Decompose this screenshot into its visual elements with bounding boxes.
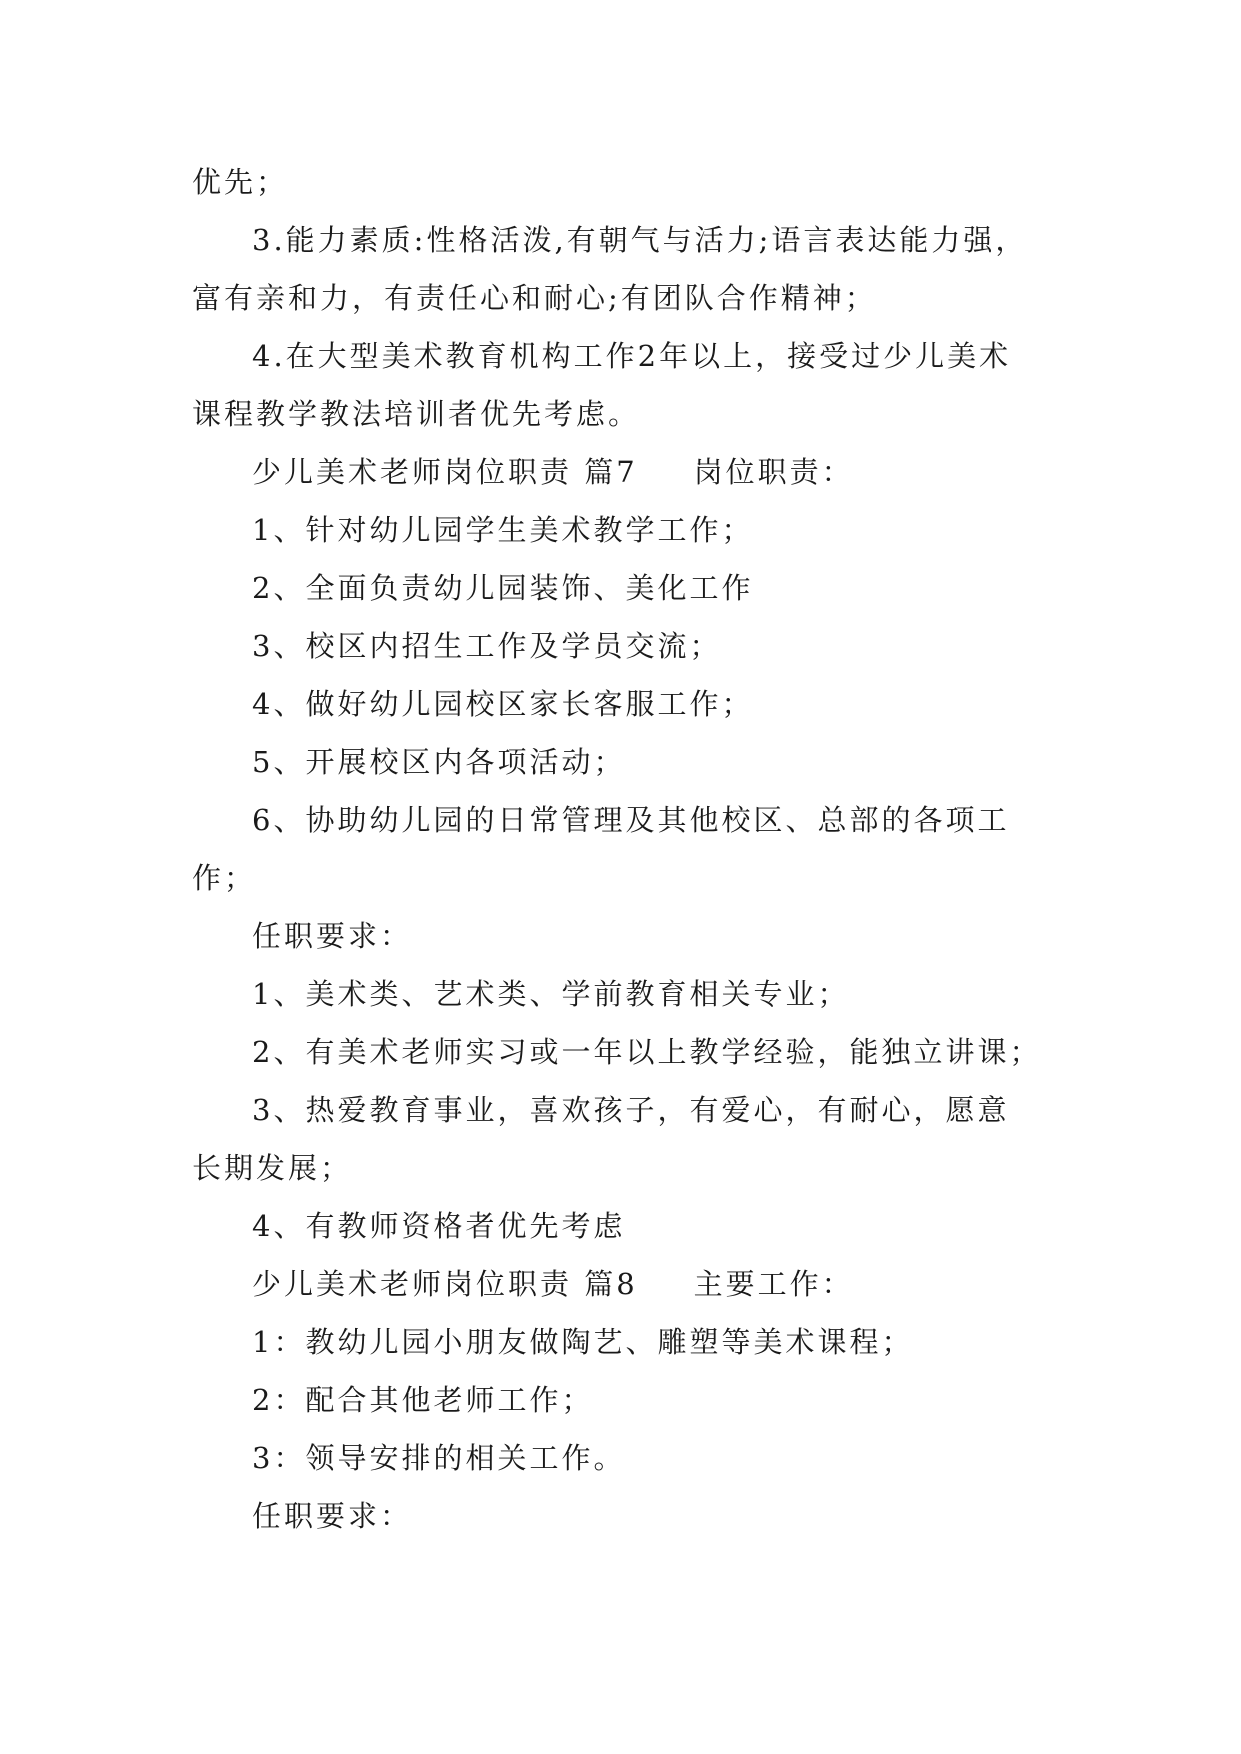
- requirements-heading-2: [252, 1494, 412, 1538]
- paragraph-continuation: [192, 160, 288, 204]
- work-item-2: [252, 1378, 593, 1422]
- duty-item-6: [252, 798, 1009, 842]
- requirement-item-3: [252, 218, 1027, 262]
- subsection-label: 岗位职责：: [693, 455, 854, 489]
- requirement-item-2: [252, 1030, 1041, 1074]
- requirement-item-3b-continued: [192, 1146, 352, 1190]
- requirement-item-4b: [252, 1204, 625, 1248]
- requirement-item-3-continued: [192, 276, 877, 320]
- section-title: 少儿美术老师岗位职责 篇8: [252, 1267, 638, 1301]
- duty-item-3: [252, 624, 721, 668]
- subsection-label: 任职要求：: [252, 1499, 413, 1533]
- text-line: 1、针对幼儿园学生美术教学工作；: [252, 513, 754, 547]
- text-line: 1、美术类、艺术类、学前教育相关专业；: [252, 977, 850, 1011]
- work-item-1: [252, 1320, 913, 1364]
- text-line: 作；: [192, 861, 257, 895]
- text-line: 3、热爱教育事业，喜欢孩子，有爱心，有耐心，愿意: [252, 1093, 1010, 1127]
- text-line: 2、全面负责幼儿园装饰、美化工作: [252, 571, 754, 605]
- duty-item-1: [252, 508, 753, 552]
- text-line: 3：领导安排的相关工作。: [252, 1441, 626, 1475]
- duty-item-4: [252, 682, 753, 726]
- subsection-label: 任职要求：: [252, 919, 413, 953]
- requirement-item-4-continued: [192, 392, 640, 436]
- work-item-3: [252, 1436, 625, 1480]
- text-line: 5、开展校区内各项活动；: [252, 745, 626, 779]
- section-heading-7: [252, 450, 854, 494]
- text-line: 长期发展；: [192, 1151, 353, 1185]
- text-line: 4、做好幼儿园校区家长客服工作；: [252, 687, 754, 721]
- text-line: 富有亲和力，有责任心和耐心;有团队合作精神；: [192, 281, 877, 315]
- requirement-item-1: [252, 972, 849, 1016]
- duty-item-2: [252, 566, 753, 610]
- text-line: 3、校区内招生工作及学员交流；: [252, 629, 722, 663]
- requirement-item-4: [252, 334, 1011, 378]
- duty-item-5: [252, 740, 625, 784]
- text-line: 2：配合其他老师工作；: [252, 1383, 594, 1417]
- requirements-heading: [252, 914, 412, 958]
- text-line: 2、有美术老师实习或一年以上教学经验，能独立讲课；: [252, 1035, 1042, 1069]
- requirement-item-3b: [252, 1088, 1009, 1132]
- text-line: 4、有教师资格者优先考虑: [252, 1209, 626, 1243]
- text-line: 4.在大型美术教育机构工作2年以上，接受过少儿美术: [252, 339, 1012, 373]
- text-line: 6、协助幼儿园的日常管理及其他校区、总部的各项工: [252, 803, 1010, 837]
- duty-item-6-continued: [192, 856, 256, 900]
- text-line: 课程教学教法培训者优先考虑。: [192, 397, 641, 431]
- section-title: 少儿美术老师岗位职责 篇7: [252, 455, 638, 489]
- text-line: 优先；: [192, 165, 289, 199]
- section-heading-8: [252, 1262, 854, 1306]
- subsection-label: 主要工作：: [693, 1267, 854, 1301]
- text-line: 1：教幼儿园小朋友做陶艺、雕塑等美术课程；: [252, 1325, 914, 1359]
- text-line: 3.能力素质:性格活泼,有朝气与活力;语言表达能力强，: [252, 223, 1028, 257]
